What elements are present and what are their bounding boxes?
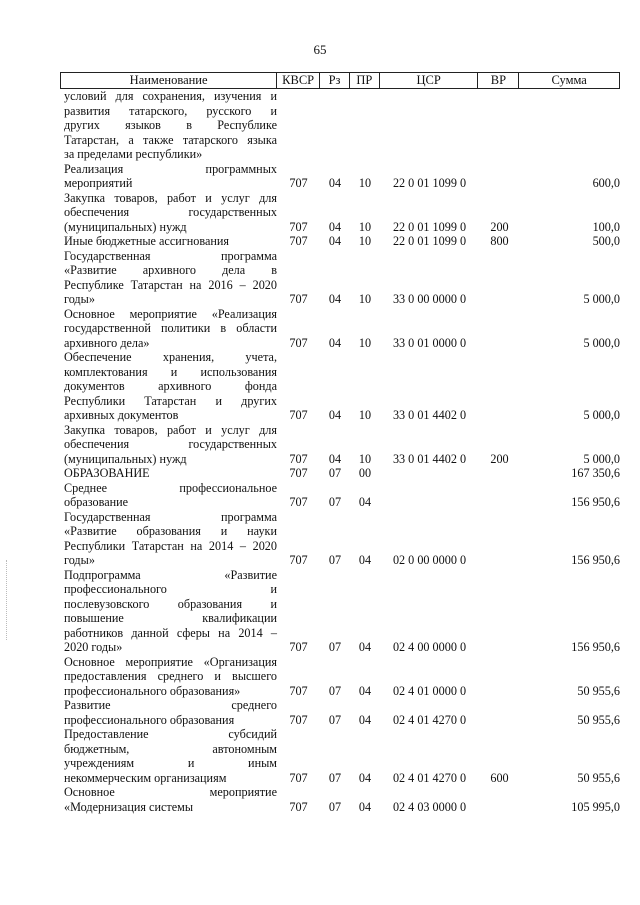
row-name-line: Основное мероприятие bbox=[64, 785, 277, 799]
row-csr: 02 4 01 4270 0 bbox=[392, 712, 467, 727]
row-sum: 105 995,0 bbox=[571, 799, 620, 814]
row-name bbox=[60, 785, 277, 814]
row-name-line: «Развитие архивного дела в bbox=[64, 263, 277, 277]
row-kvsr: 707 bbox=[289, 219, 308, 234]
row-name-line: Татарстан, а также татарского языка bbox=[64, 132, 277, 147]
row-sum: 167 350,6 bbox=[571, 466, 620, 480]
table-header bbox=[60, 72, 620, 89]
row-kvsr: 707 bbox=[289, 176, 308, 190]
row-kvsr: 707 bbox=[289, 712, 308, 727]
row-rz: 07 bbox=[328, 640, 342, 654]
row-csr: 33 0 01 4402 0 bbox=[392, 408, 467, 422]
row-name-line: Реализация программных bbox=[64, 161, 277, 176]
row-name-line: Государственная программа bbox=[64, 509, 277, 524]
table-row bbox=[60, 510, 620, 568]
row-pr: 04 bbox=[358, 553, 372, 567]
row-name bbox=[60, 191, 277, 235]
row-name bbox=[60, 234, 277, 249]
row-name-line: Предоставление субсидий bbox=[64, 727, 277, 741]
row-name-line: Государственная программа bbox=[64, 248, 277, 263]
row-name-line: (муниципальных) нужд bbox=[64, 219, 187, 234]
row-name bbox=[60, 307, 277, 351]
table-row bbox=[60, 481, 620, 510]
row-csr: 22 0 01 1099 0 bbox=[392, 219, 467, 234]
row-csr: 02 4 01 4270 0 bbox=[392, 770, 467, 785]
row-pr: 04 bbox=[358, 770, 372, 785]
row-name-line: (муниципальных) нужд bbox=[64, 451, 187, 466]
row-sum: 156 950,6 bbox=[571, 640, 620, 654]
row-name-line: Основное мероприятие «Реализация bbox=[64, 306, 277, 321]
row-name-line: Закупка товаров, работ и услуг для bbox=[64, 190, 277, 205]
row-kvsr: 707 bbox=[289, 234, 308, 248]
row-pr: 10 bbox=[358, 176, 372, 190]
row-rz: 04 bbox=[328, 234, 342, 248]
row-name-line: Обеспечение хранения, учета, bbox=[64, 350, 277, 364]
row-name bbox=[60, 510, 277, 568]
row-name bbox=[60, 89, 277, 162]
row-pr: 10 bbox=[358, 335, 372, 350]
header-pr: ПР bbox=[350, 73, 380, 88]
table-row bbox=[60, 698, 620, 727]
row-sum: 156 950,6 bbox=[571, 553, 620, 567]
header-name: Наименование bbox=[61, 73, 277, 88]
row-rz: 04 bbox=[328, 451, 342, 466]
row-vr: 800 bbox=[490, 234, 509, 248]
row-name-line: Республике Татарстан на 2016 – 2020 bbox=[64, 277, 277, 292]
row-sum: 5 000,0 bbox=[583, 451, 620, 466]
margin-mark bbox=[6, 560, 9, 640]
row-sum: 50 955,6 bbox=[577, 683, 620, 698]
row-pr: 10 bbox=[358, 408, 372, 422]
row-name bbox=[60, 698, 277, 727]
row-kvsr: 707 bbox=[289, 466, 308, 480]
row-name-line: бюджетным, автономным bbox=[64, 741, 277, 756]
row-csr: 33 0 00 0000 0 bbox=[392, 292, 467, 306]
row-pr: 04 bbox=[358, 640, 372, 654]
table-body bbox=[60, 89, 620, 814]
row-name-line: некоммерческим организациям bbox=[64, 770, 227, 785]
row-name-line: Среднее профессиональное bbox=[64, 480, 277, 495]
row-rz: 07 bbox=[328, 799, 342, 814]
row-kvsr: 707 bbox=[289, 553, 308, 567]
row-vr: 200 bbox=[490, 451, 509, 466]
table-row bbox=[60, 350, 620, 423]
row-rz: 07 bbox=[328, 770, 342, 785]
table-row bbox=[60, 727, 620, 785]
row-csr: 33 0 01 0000 0 bbox=[392, 335, 467, 350]
row-kvsr: 707 bbox=[289, 683, 308, 698]
row-pr: 04 bbox=[358, 799, 372, 814]
row-name bbox=[60, 423, 277, 467]
row-name-line: работников данной сферы на 2014 – bbox=[64, 625, 277, 640]
row-rz: 07 bbox=[328, 466, 342, 480]
row-pr: 10 bbox=[358, 234, 372, 248]
row-pr: 10 bbox=[358, 219, 372, 234]
row-rz: 04 bbox=[328, 408, 342, 422]
row-csr: 02 4 00 0000 0 bbox=[392, 640, 467, 654]
row-name-line: «Развитие образования и науки bbox=[64, 524, 277, 538]
row-pr: 00 bbox=[358, 466, 372, 480]
row-sum: 5 000,0 bbox=[583, 408, 620, 422]
row-name-line: профессионального образования bbox=[64, 712, 235, 727]
row-name-line: Республики Татарстан на 2014 – 2020 bbox=[64, 538, 277, 553]
row-name bbox=[60, 162, 277, 191]
row-name bbox=[60, 466, 277, 481]
row-csr: 33 0 01 4402 0 bbox=[392, 451, 467, 466]
row-rz: 04 bbox=[328, 176, 342, 190]
row-name-line: мероприятий bbox=[64, 176, 133, 190]
row-name-line: Республики Татарстан и других bbox=[64, 393, 277, 408]
row-pr: 04 bbox=[358, 495, 372, 509]
row-kvsr: 707 bbox=[289, 451, 308, 466]
row-vr: 200 bbox=[490, 219, 509, 234]
row-csr: 22 0 01 1099 0 bbox=[392, 234, 467, 248]
row-csr: 02 4 03 0000 0 bbox=[392, 799, 467, 814]
table-row bbox=[60, 307, 620, 351]
header-sum: Сумма bbox=[551, 73, 587, 87]
row-pr: 04 bbox=[358, 683, 372, 698]
row-name-line: образование bbox=[64, 495, 129, 509]
row-name-line: обеспечения государственных bbox=[64, 437, 277, 451]
table-row bbox=[60, 162, 620, 191]
row-name-line: за пределами республики» bbox=[64, 147, 203, 161]
row-sum: 5 000,0 bbox=[583, 335, 620, 350]
header-kvsr: КВСР bbox=[277, 73, 320, 88]
row-name-line: Закупка товаров, работ и услуг для bbox=[64, 422, 277, 437]
row-kvsr: 707 bbox=[289, 799, 308, 814]
row-name-line: архивных документов bbox=[64, 408, 179, 422]
row-name-line: годы» bbox=[64, 553, 95, 567]
row-name-line: комплектования и использования bbox=[64, 364, 277, 379]
row-rz: 07 bbox=[328, 712, 342, 727]
table-row bbox=[60, 466, 620, 481]
row-kvsr: 707 bbox=[289, 495, 308, 509]
table-row bbox=[60, 89, 620, 162]
row-vr: 600 bbox=[490, 770, 509, 785]
row-name-line: государственной политики в области bbox=[64, 321, 277, 335]
row-name-line: профессионального и bbox=[64, 582, 277, 596]
row-sum: 600,0 bbox=[592, 176, 620, 190]
row-name-line: документов архивного фонда bbox=[64, 379, 277, 393]
table-row bbox=[60, 423, 620, 467]
row-sum: 50 955,6 bbox=[577, 712, 620, 727]
row-name-line: годы» bbox=[64, 292, 95, 306]
header-rz: Рз bbox=[320, 73, 350, 88]
row-name-line: других языков в Республике bbox=[64, 118, 277, 132]
row-kvsr: 707 bbox=[289, 292, 308, 306]
row-rz: 04 bbox=[328, 335, 342, 350]
row-pr: 10 bbox=[358, 292, 372, 306]
row-name-line: развития татарского, русского и bbox=[64, 103, 277, 118]
table-row bbox=[60, 191, 620, 235]
row-name-line: Основное мероприятие «Организация bbox=[64, 654, 277, 669]
header-csr: ЦСР bbox=[380, 73, 479, 88]
table-row bbox=[60, 568, 620, 655]
row-name-line: учреждениям и иным bbox=[64, 756, 277, 770]
row-name-line: предоставления среднего и высшего bbox=[64, 669, 277, 683]
row-csr: 02 0 00 0000 0 bbox=[392, 553, 467, 567]
row-name-line: повышение квалификации bbox=[64, 611, 277, 625]
table-row bbox=[60, 655, 620, 699]
page-number: 65 bbox=[313, 42, 327, 57]
table-row bbox=[60, 249, 620, 307]
row-name-line: Подпрограмма «Развитие bbox=[64, 567, 277, 582]
row-pr: 10 bbox=[358, 451, 372, 466]
row-name-line: 2020 годы» bbox=[64, 640, 123, 654]
row-csr: 22 0 01 1099 0 bbox=[392, 176, 467, 190]
row-name-line: обеспечения государственных bbox=[64, 205, 277, 219]
table-row bbox=[60, 234, 620, 249]
row-name bbox=[60, 350, 277, 423]
row-kvsr: 707 bbox=[289, 640, 308, 654]
row-sum: 100,0 bbox=[592, 219, 620, 234]
row-sum: 500,0 bbox=[592, 234, 620, 248]
row-name-line: Развитие среднего bbox=[64, 698, 277, 712]
row-rz: 07 bbox=[328, 495, 342, 509]
row-name bbox=[60, 727, 277, 785]
row-kvsr: 707 bbox=[289, 408, 308, 422]
row-name-line: профессионального образования» bbox=[64, 683, 241, 698]
header-vr: ВР bbox=[478, 73, 519, 88]
row-sum: 156 950,6 bbox=[571, 495, 620, 509]
table-row bbox=[60, 785, 620, 814]
row-rz: 04 bbox=[328, 292, 342, 306]
row-name-line: послевузовского образования и bbox=[64, 596, 277, 611]
row-name-line: «Модернизация системы bbox=[64, 799, 194, 814]
row-name-line: Иные бюджетные ассигнования bbox=[64, 234, 230, 248]
row-name bbox=[60, 249, 277, 307]
row-kvsr: 707 bbox=[289, 770, 308, 785]
row-name-line: условий для сохранения, изучения и bbox=[64, 89, 277, 103]
row-name bbox=[60, 481, 277, 510]
row-name bbox=[60, 568, 277, 655]
row-rz: 07 bbox=[328, 683, 342, 698]
row-sum: 50 955,6 bbox=[577, 770, 620, 785]
row-csr: 02 4 01 0000 0 bbox=[392, 683, 467, 698]
row-name-line: ОБРАЗОВАНИЕ bbox=[64, 466, 150, 480]
row-rz: 04 bbox=[328, 219, 342, 234]
row-sum: 5 000,0 bbox=[583, 292, 620, 306]
row-name-line: архивного дела» bbox=[64, 335, 150, 350]
row-kvsr: 707 bbox=[289, 335, 308, 350]
row-name bbox=[60, 655, 277, 699]
row-rz: 07 bbox=[328, 553, 342, 567]
row-pr: 04 bbox=[358, 712, 372, 727]
